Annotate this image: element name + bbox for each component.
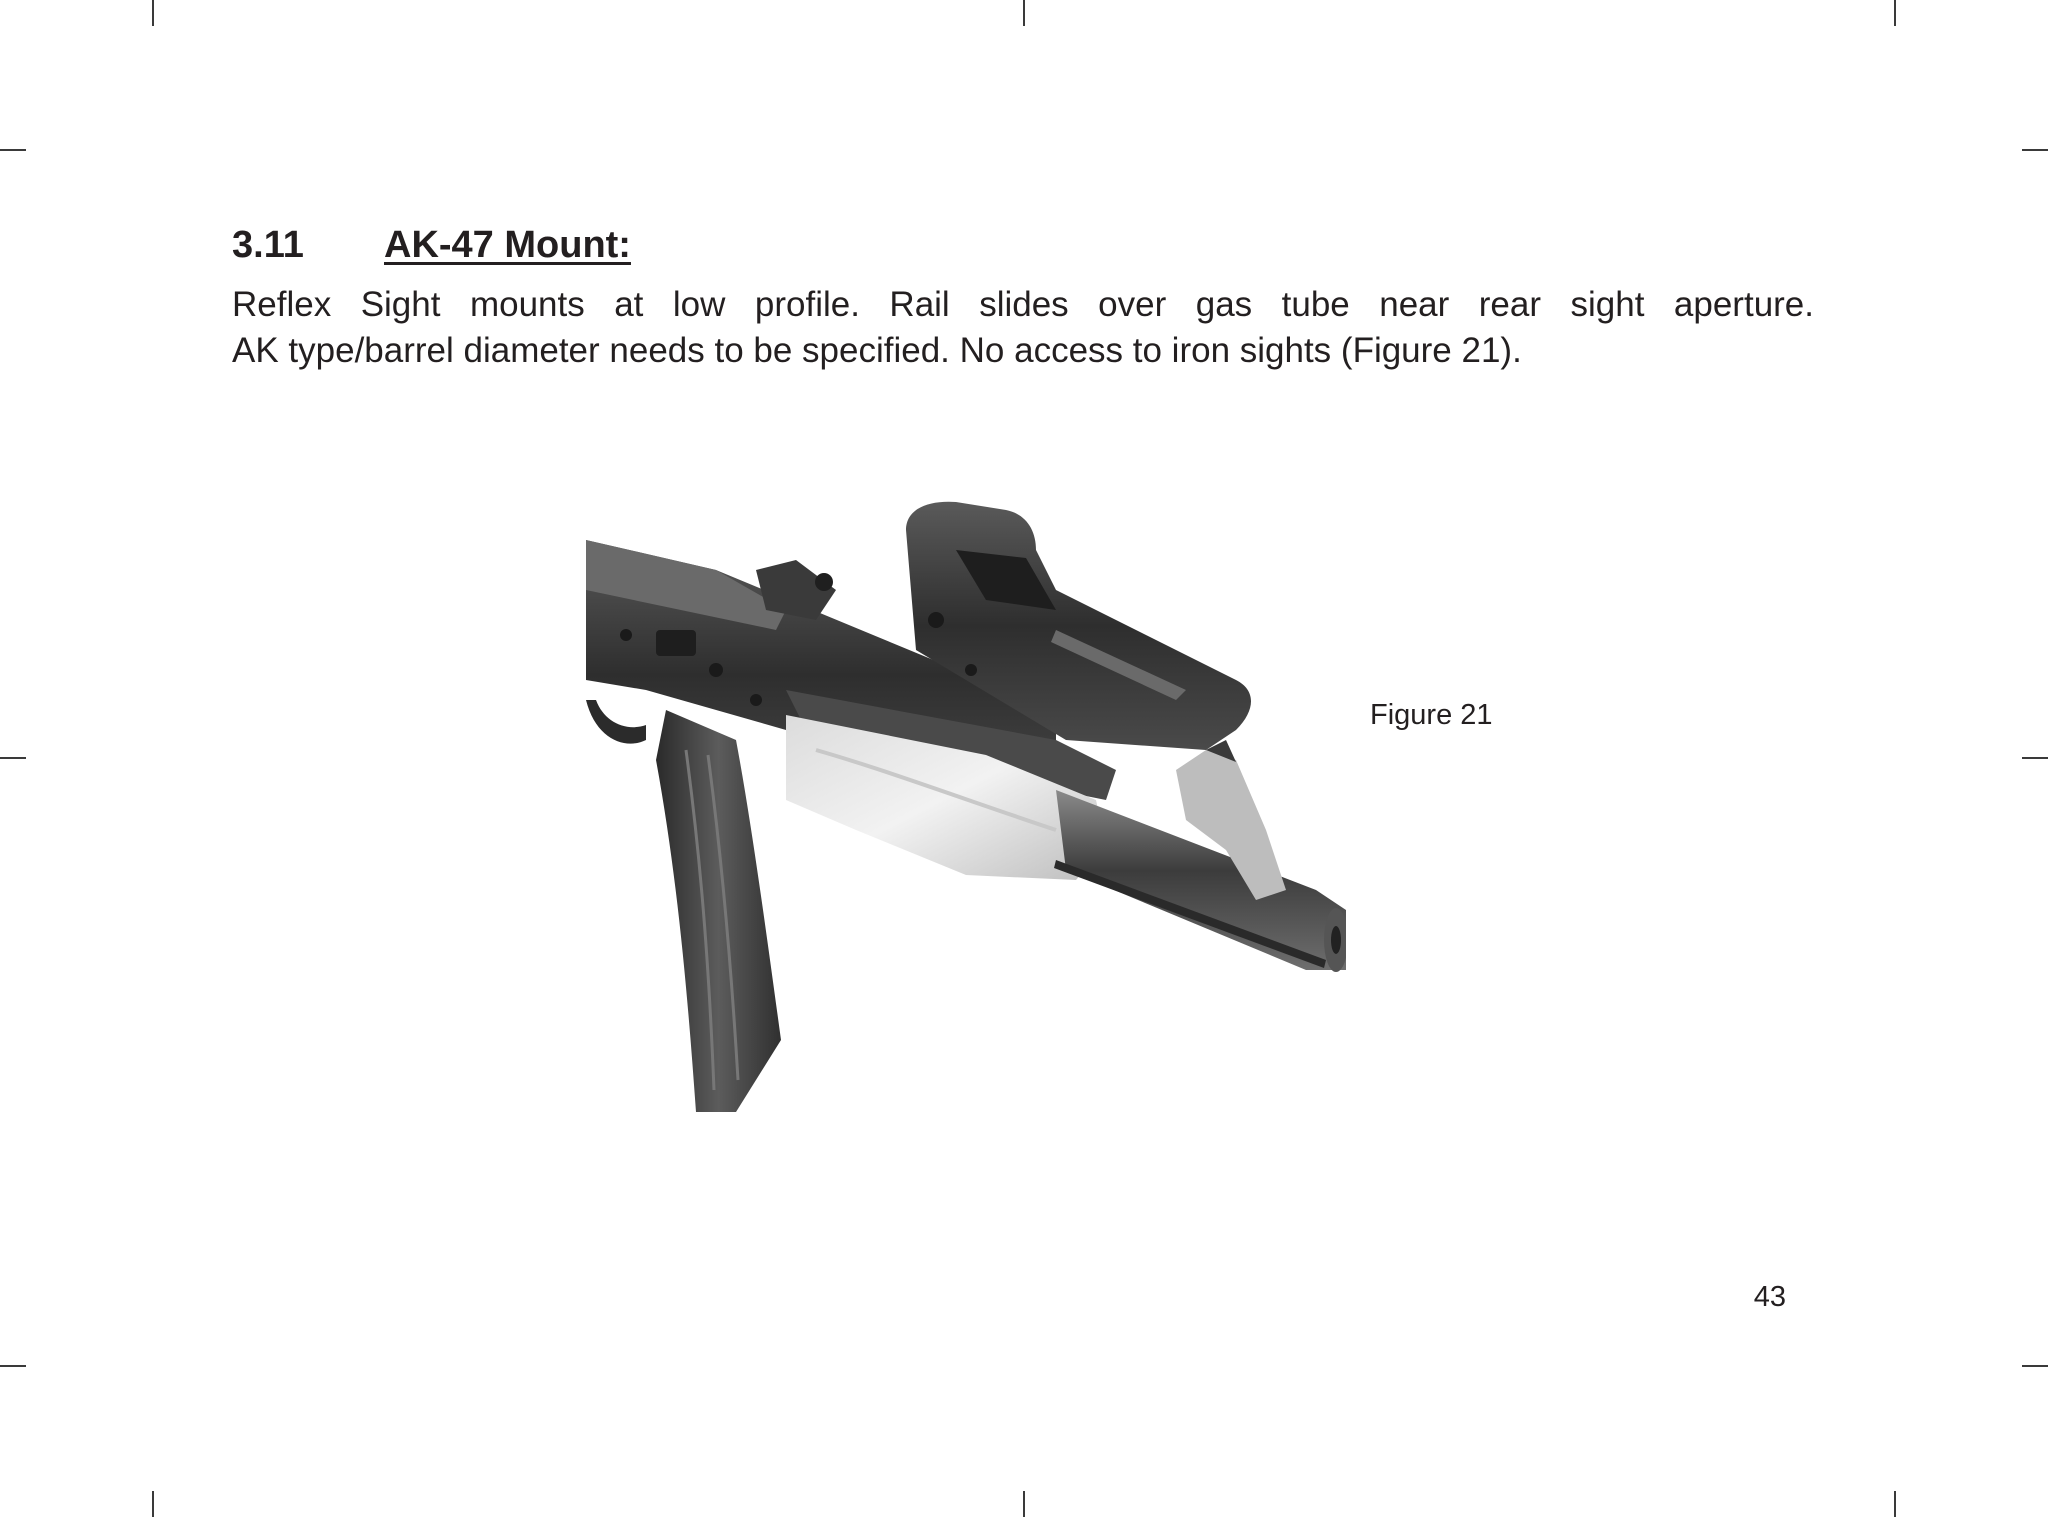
section-number: 3.11 <box>232 224 304 266</box>
crop-mark-right-top <box>2022 149 2048 151</box>
crop-mark-top-left <box>152 0 154 26</box>
body-paragraph <box>232 282 1814 374</box>
body-line-2: AK type/barrel diameter needs to be specified. No access to iron sights (Figure 21). <box>232 331 1522 370</box>
crop-mark-left-top <box>0 149 26 151</box>
crop-mark-bottom-right <box>1894 1491 1896 1517</box>
crop-mark-bottom-left <box>152 1491 154 1517</box>
crop-mark-right-middle <box>2022 757 2048 759</box>
crop-mark-left-middle <box>0 757 26 759</box>
rifle-with-reflex-sight-photo-icon <box>586 500 1346 1120</box>
figure-21-image <box>586 500 1346 1120</box>
section-heading <box>232 222 631 268</box>
page-number: 43 <box>1753 1281 1786 1313</box>
body-line-1: Reflex Sight mounts at low profile. Rail slides over gas tube near rear sight aperture. <box>232 285 1814 324</box>
section-title: AK-47 Mount: <box>384 224 631 266</box>
crop-mark-left-bottom <box>0 1365 26 1367</box>
crop-mark-bottom-center <box>1023 1491 1025 1517</box>
crop-mark-top-right <box>1894 0 1896 26</box>
crop-mark-top-center <box>1023 0 1025 26</box>
figure-caption: Figure 21 <box>1370 699 1493 731</box>
crop-mark-right-bottom <box>2022 1365 2048 1367</box>
